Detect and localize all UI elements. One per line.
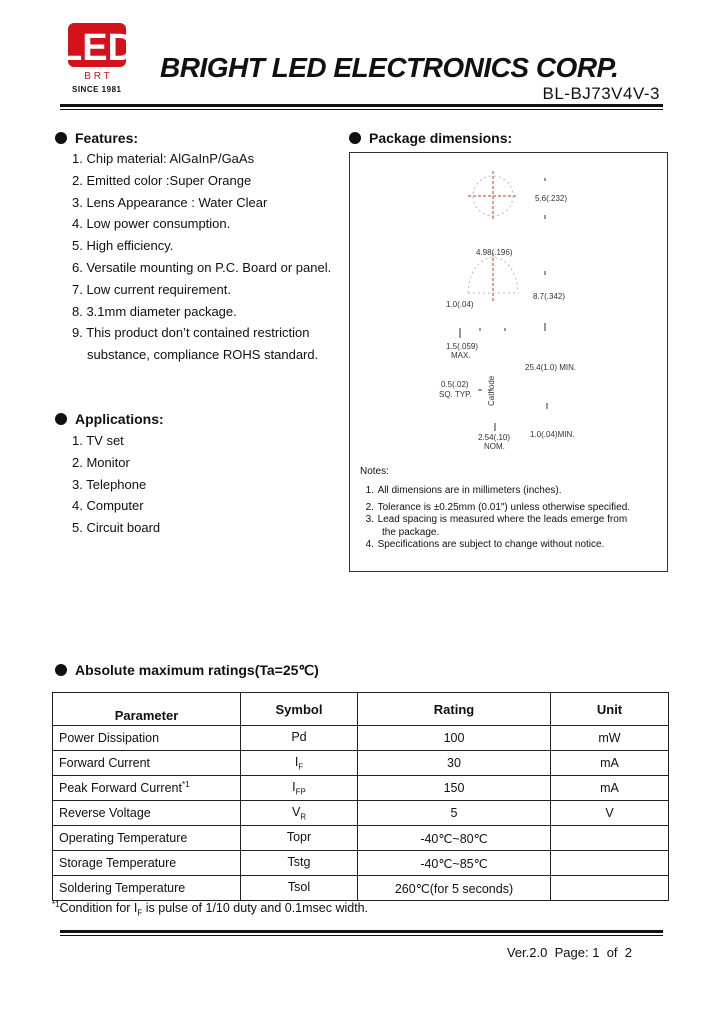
table-row: Forward Current $I_F$ 30 mA [53, 751, 669, 776]
footer-rule-thin [60, 935, 663, 936]
applications-list [72, 430, 160, 539]
logo-text: LED [59, 27, 135, 69]
dim-label: 1.5(.059) [446, 342, 479, 351]
note-item: 3. Lead spacing is measured where the leads emerge from [365, 514, 628, 525]
dim-label: 4.98(.196) [476, 248, 513, 257]
logo-sub: B R T [84, 71, 110, 82]
dim-label: MAX. [451, 351, 471, 360]
company-logo [59, 23, 135, 83]
header-rule-thin [60, 109, 663, 110]
list-item: 2. Emitted color :Super Orange [72, 172, 252, 188]
table-row: Peak Forward Current$^{*1}$ $I_{FP}$ 150 mA [53, 776, 669, 801]
footer-rule-thick [60, 930, 663, 933]
list-item: 4. Low power consumption. [72, 216, 231, 232]
dim-label: 1.0(.04)MIN. [530, 430, 575, 439]
list-item: 7. Low current requirement. [72, 281, 231, 297]
note-item: 4. Specifications are subject to change without notice. [365, 539, 605, 550]
part-number: BL-BJ73V4V-3 [542, 84, 660, 103]
list-item: 5. High efficiency. [72, 238, 174, 254]
bullet-icon [55, 132, 67, 144]
list-item: 1. TV set [72, 433, 124, 448]
led-logo-icon [59, 23, 135, 83]
list-item: 9. This product don’t contained restriction [72, 325, 310, 341]
bullet-icon [55, 413, 67, 425]
dim-label: 8.7(.342) [533, 292, 566, 301]
list-item: 2. Monitor [72, 454, 130, 470]
features-list [72, 148, 331, 366]
dim-label: Cathode [487, 375, 496, 406]
list-item: 8. 3.1mm diameter package. [72, 303, 237, 319]
list-item: 6. Versatile mounting on P.C. Board or panel. [72, 259, 332, 275]
note-item-continued: the package. [382, 526, 440, 538]
col-header-parameter: Parameter [53, 693, 241, 726]
ratings-heading: Absolute maximum ratings(Ta=25℃) [55, 662, 319, 679]
applications-heading: Applications: [55, 411, 164, 427]
ratings-table [52, 692, 669, 901]
table-row: Reverse Voltage $V_R$ 5 V [53, 801, 669, 826]
dim-label: 25.4(1.0) MIN. [525, 363, 577, 372]
note-item: 1. All dimensions are in millimeters (inches). [365, 485, 562, 496]
list-item: 4. Computer [72, 498, 144, 514]
table-row: Storage Temperature Tstg -40℃~85℃ [53, 851, 669, 876]
dim-label: 5.6(.232) [535, 194, 568, 203]
bullet-icon [349, 132, 361, 144]
dim-label: 1.0(.04) [446, 300, 474, 309]
package-heading: Package dimensions: [349, 130, 512, 146]
package-drawing [350, 153, 667, 453]
table-row: Operating Temperature Topr -40℃~80℃ [53, 826, 669, 851]
page-footer: Ver.2.0 Page: 1 of 2 [506, 945, 632, 960]
list-item: 3. Lens Appearance : Water Clear [72, 194, 268, 210]
dim-label: SQ. TYP. [439, 390, 472, 399]
table-row: Power Dissipation Pd 100 mW [53, 726, 669, 751]
package-notes [360, 466, 630, 552]
dim-label: 2.54(.10) [478, 433, 511, 442]
list-item: substance, compliance ROHS standard. [87, 347, 319, 363]
col-header-rating: Rating [358, 693, 551, 726]
table-header-row [53, 693, 669, 726]
company-name: BRIGHT LED ELECTRONICS CORP. [160, 52, 619, 83]
list-item: 1. Chip material: AlGaInP/GaAs [72, 151, 255, 166]
col-header-unit: Unit [551, 693, 669, 726]
header-rule-thick [60, 104, 663, 107]
list-item: 5. Circuit board [72, 520, 161, 536]
note-item: 2. Tolerance is ±0.25mm (0.01") unless otherwise specified. [365, 501, 631, 513]
notes-title: Notes: [360, 466, 389, 477]
dim-label: NOM. [484, 442, 505, 451]
ratings-footnote: $^{*1}$Condition for $I_F$ is pulse of 1/10 duty and 0.1msec width. [52, 900, 369, 918]
bullet-icon [55, 664, 67, 676]
features-heading: Features: [55, 130, 138, 146]
col-header-symbol: Symbol [241, 693, 358, 726]
dim-label: 0.5(.02) [441, 380, 469, 389]
table-row: Soldering Temperature Tsol 260℃(for 5 seconds) [53, 876, 669, 901]
logo-since: SINCE 1981 [72, 85, 122, 94]
list-item: 3. Telephone [72, 476, 147, 492]
